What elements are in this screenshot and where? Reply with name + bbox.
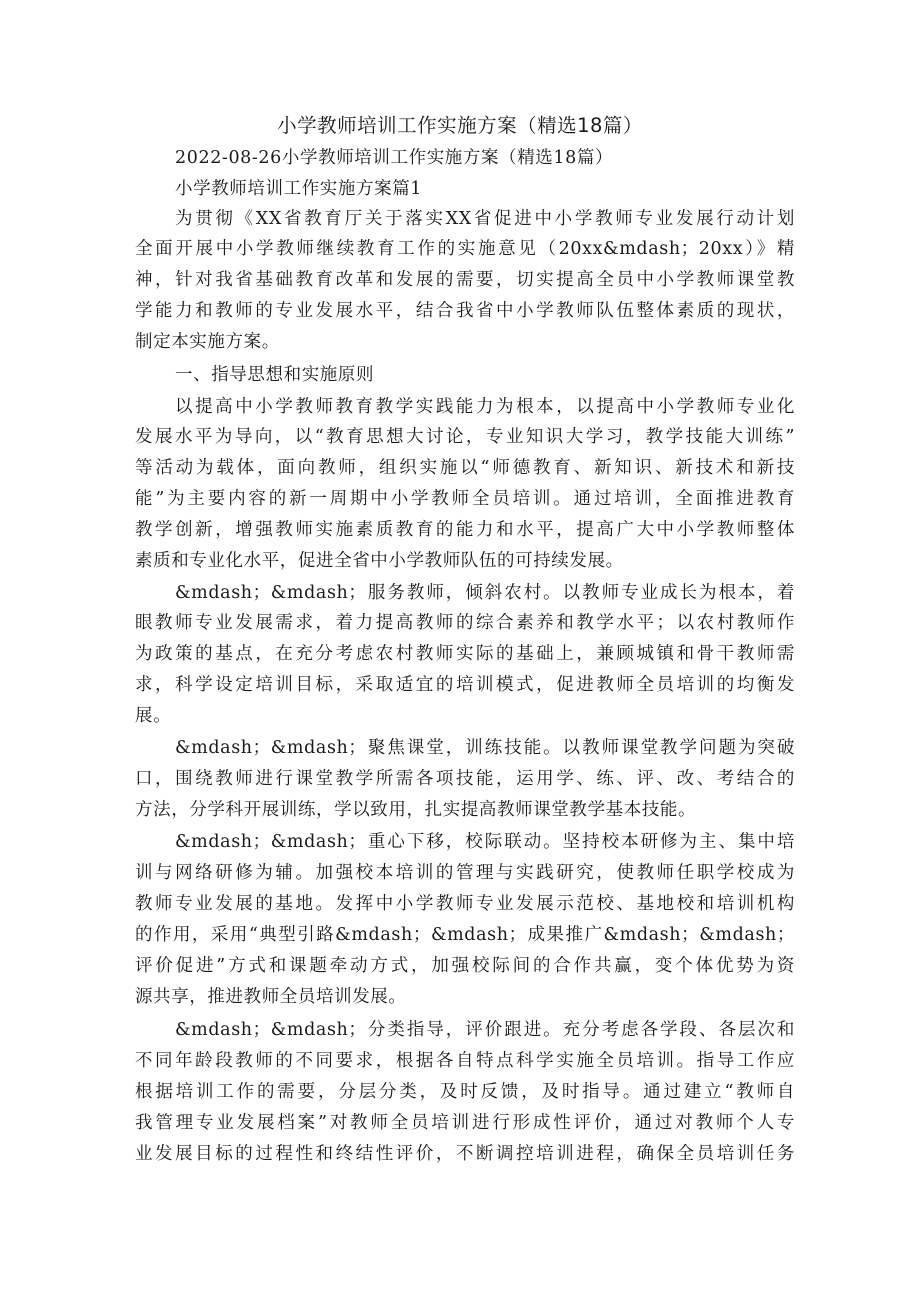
paragraph-line: &mdash；&mdash；聚焦课堂，训练技能。以教师课堂教学问题为突破 (175, 738, 795, 758)
paragraph-line: 教师专业发展的基地。发挥中小学教师专业发展示范校、基地校和培训机构 (135, 894, 795, 914)
paragraph-line: 不同年龄段教师的不同要求，根据各自特点科学实施全员培训。指导工作应 (135, 1051, 795, 1071)
paragraph-line: 我管理专业发展档案”对教师全员培训进行形成性评价，通过对教师个人专 (135, 1113, 795, 1133)
paragraph-line: &mdash；&mdash；服务教师，倾斜农村。以教师专业成长为根本，着 (175, 583, 795, 603)
paragraph-line: 全面开展中小学教师继续教育工作的实施意见（20xx&mdash；20xx）》精 (135, 239, 795, 259)
paragraph-line: 训与网络研修为辅。加强校本培训的管理与实践研究，使教师任职学校成为 (135, 863, 795, 883)
paragraph-line: 等活动为载体，面向教师，组织实施以“师德教育、新知识、新技术和新技 (135, 458, 795, 478)
paragraph-line: 神，针对我省基础教育改革和发展的需要，切实提高全员中小学教师课堂教 (135, 270, 795, 290)
paragraph-line: 为政策的基点，在充分考虑农村教师实际的基础上，兼顾城镇和骨干教师需 (135, 644, 795, 664)
paragraph-line: 根据培训工作的需要，分层分类，及时反馈，及时指导。通过建立“教师自 (135, 1082, 795, 1102)
paragraph-line: 制定本实施方案。 (135, 332, 280, 352)
paragraph-line: 教学创新，增强教师实施素质教育的能力和水平，提高广大中小学教师整体 (135, 520, 795, 540)
paragraph-line: 以提高中小学教师教育教学实践能力为根本，以提高中小学教师专业化 (175, 397, 795, 417)
document-title: 小学教师培训工作实施方案（精选18篇） (277, 114, 643, 137)
paragraph-line: 评价促进”方式和课题牵动方式，加强校际间的合作共赢，变个体优势为资 (135, 956, 795, 976)
paragraph-line: 口，围绕教师进行课堂教学所需各项技能，运用学、练、评、改、考结合的 (135, 769, 795, 789)
paragraph-line: 为贯彻《XX省教育厅关于落实XX省促进中小学教师专业发展行动计划 (175, 209, 795, 229)
paragraph-line: 发展水平为导向，以“教育思想大讨论，专业知识大学习，教学技能大训练” (135, 427, 795, 447)
section-heading: 一、指导思想和实施原则 (175, 365, 375, 385)
paragraph-line: 素质和专业化水平，促进全省中小学教师队伍的可持续发展。 (135, 551, 624, 571)
paragraph-line: &mdash；&mdash；重心下移，校际联动。坚持校本研修为主、集中培 (175, 832, 795, 852)
paragraph-line: &mdash；&mdash；分类指导，评价跟进。充分考虑各学段、各层次和 (175, 1020, 795, 1040)
paragraph-line: 能”为主要内容的新一周期中小学教师全员培训。通过培训，全面推进教育 (135, 489, 795, 509)
paragraph-line: 方法，分学科开展训练，学以致用，扎实提高教师课堂教学基本技能。 (135, 800, 697, 820)
paragraph-line: 的作用，采用“典型引路&mdash；&mdash；成果推广&mdash；&mdash； (135, 925, 795, 945)
paragraph-line: 业发展目标的过程性和终结性评价，不断调控培训进程，确保全员培训任务 (135, 1144, 795, 1164)
section-title: 小学教师培训工作实施方案篇1 (175, 179, 423, 199)
paragraph-line: 展。 (135, 706, 172, 726)
paragraph-line: 源共享，推进教师全员培训发展。 (135, 987, 407, 1007)
paragraph-line: 学能力和教师的专业发展水平，结合我省中小学教师队伍整体素质的现状， (135, 301, 795, 321)
paragraph-line: 求，科学设定培训目标，采取适宜的培训模式，促进教师全员培训的均衡发 (135, 675, 795, 695)
paragraph-line: 眼教师专业发展需求，着力提高教师的综合素养和教学水平；以农村教师作 (135, 613, 795, 633)
date-line: 2022-08-26小学教师培训工作实施方案（精选18篇） (175, 148, 614, 168)
